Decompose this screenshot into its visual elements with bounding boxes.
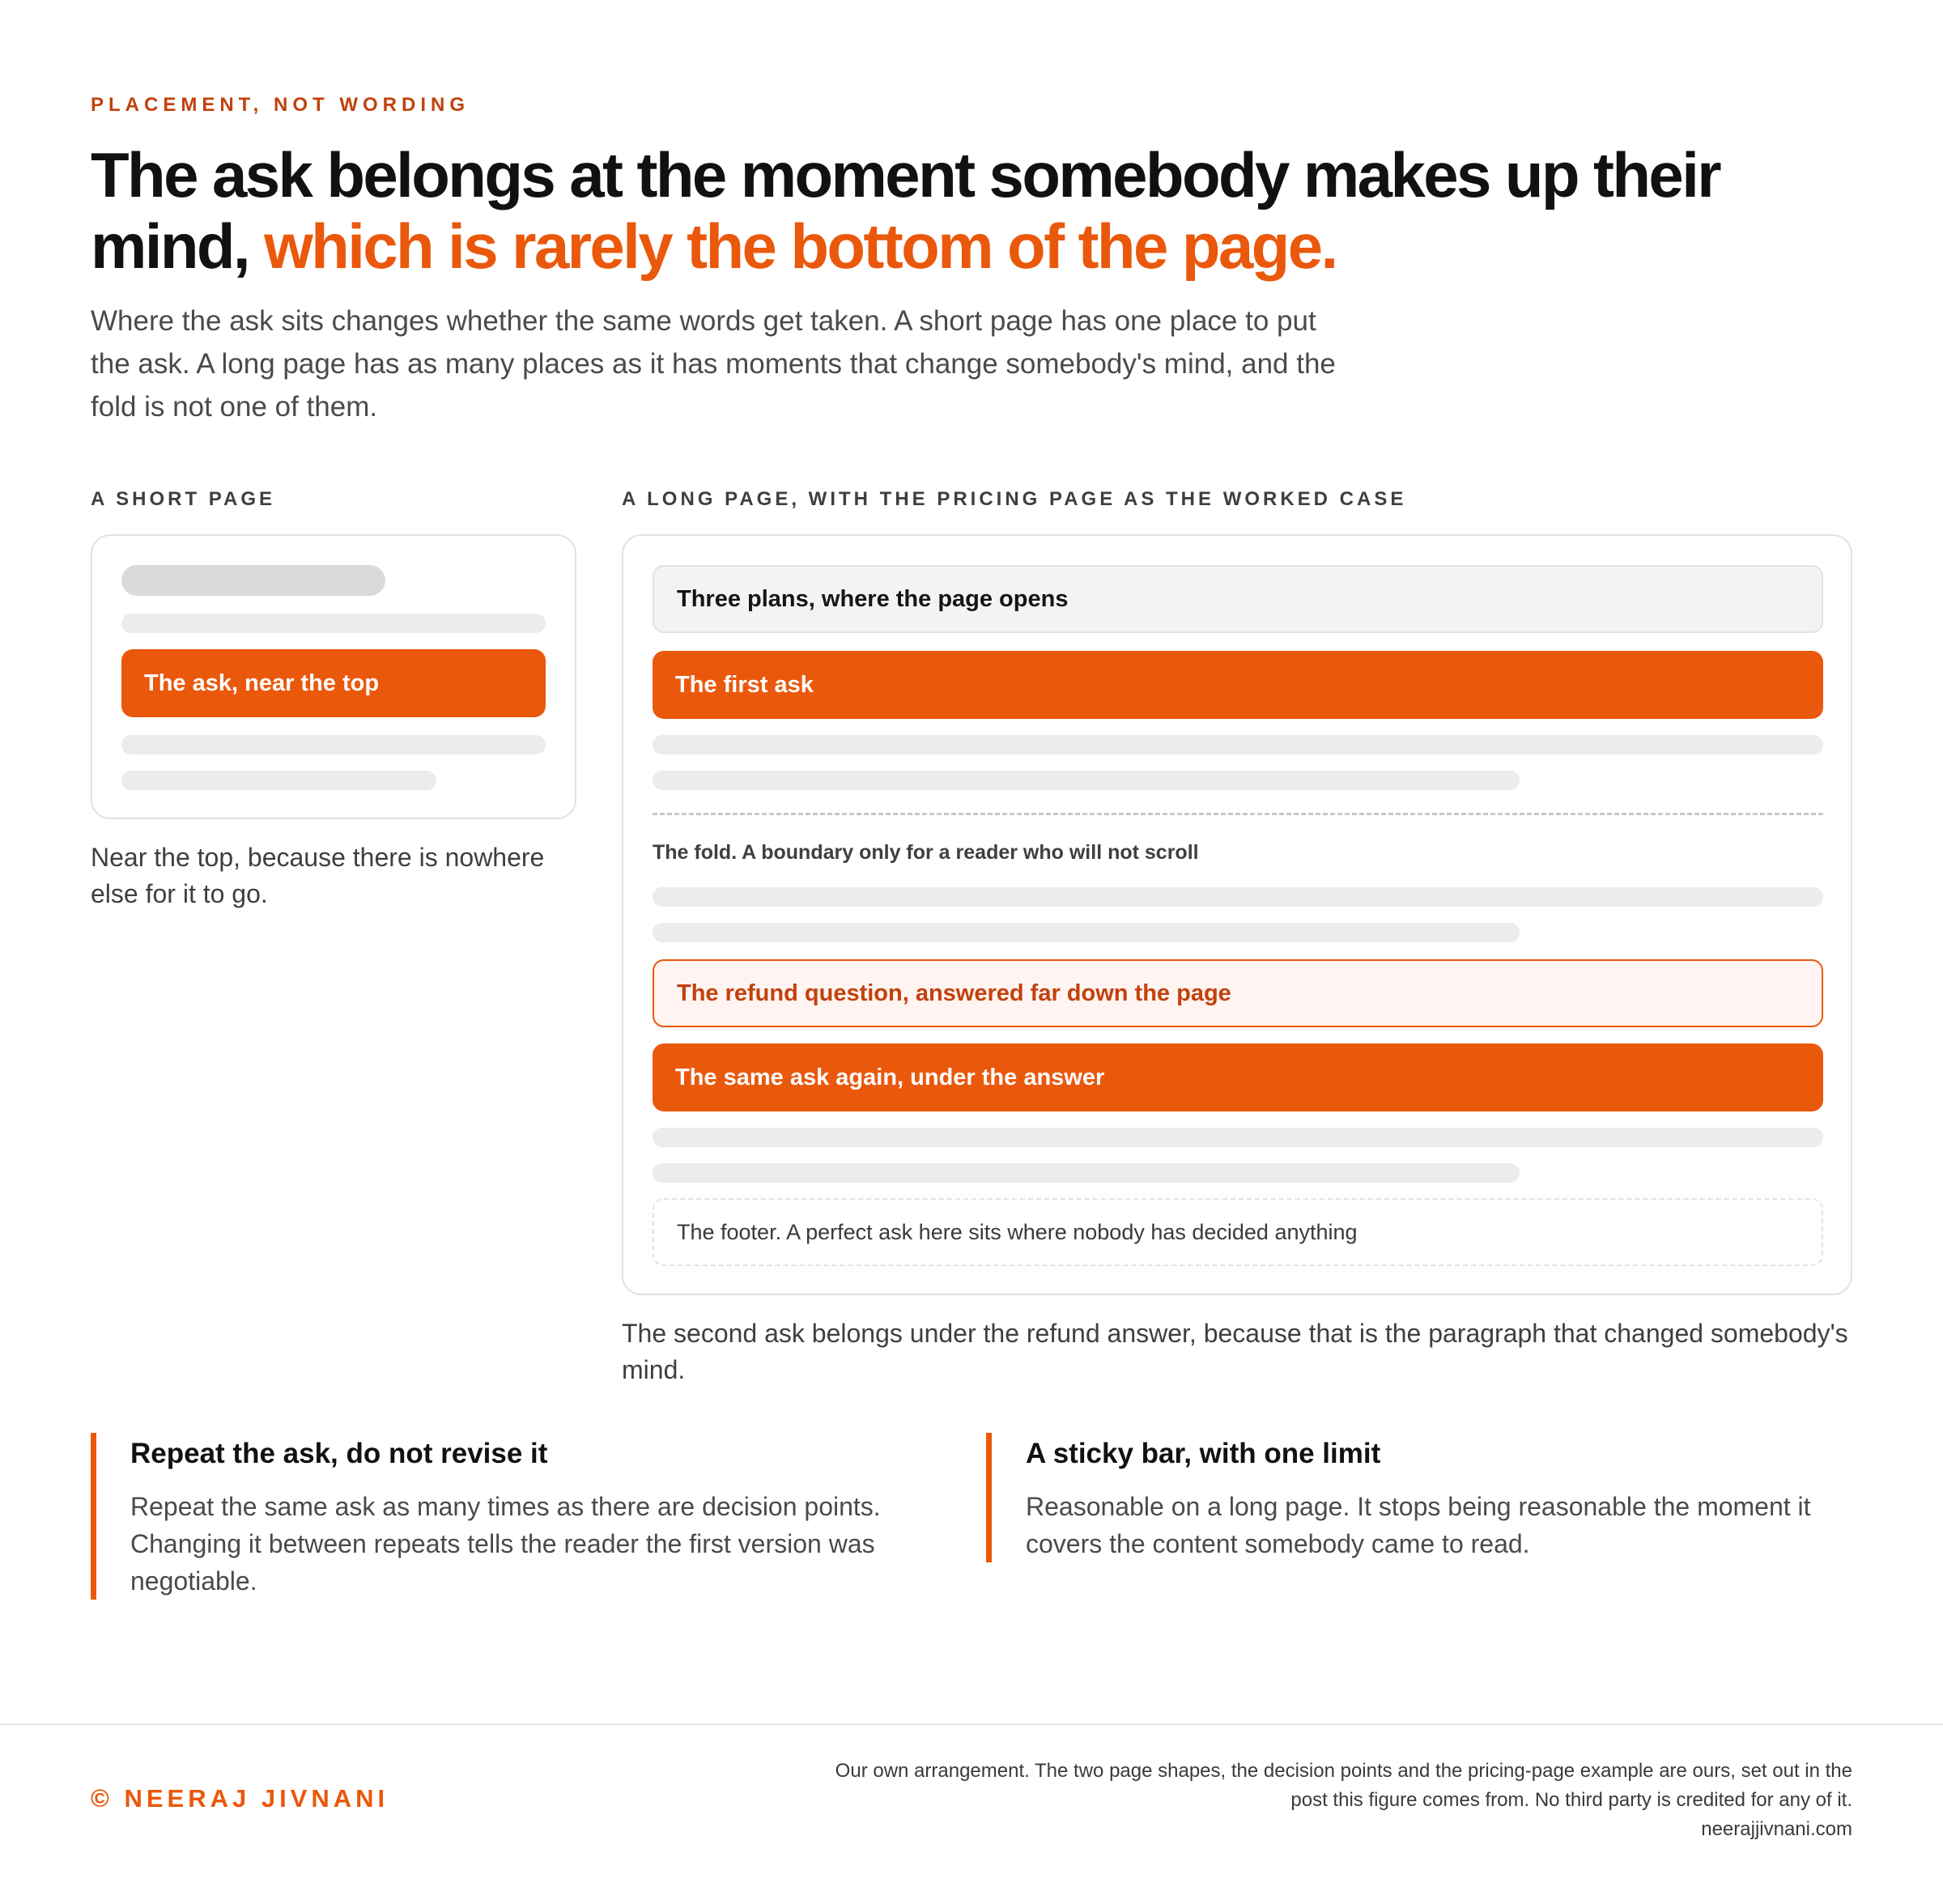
text-placeholder <box>121 771 436 790</box>
credit-note <box>719 1757 1852 1844</box>
page-footer-section: The footer. A perfect ask here sits where nobody has decided anything <box>653 1198 1823 1266</box>
text-placeholder <box>653 923 1520 942</box>
long-page-card <box>622 534 1852 1295</box>
text-placeholder <box>653 887 1823 907</box>
text-placeholder <box>653 735 1823 754</box>
intro-paragraph: Where the ask sits changes whether the same words get taken. A short page has one place to put the ask. A long page has as many places as it has moments that change somebody's mind, and the fold is not one of them. <box>91 305 1336 423</box>
website-link[interactable]: neerajjivnani.com <box>1701 1818 1852 1840</box>
short-page-card <box>91 534 576 819</box>
first-ask: The first ask <box>653 651 1823 719</box>
text-placeholder <box>653 1128 1823 1147</box>
headline <box>91 139 1831 282</box>
note-repeat-ask <box>91 1433 933 1600</box>
short-page-caption: Near the top, because there is nowhere else for it to go. <box>91 843 545 908</box>
eyebrow: PLACEMENT, NOT WORDING <box>91 94 470 116</box>
text-placeholder <box>121 614 546 633</box>
text-placeholder <box>653 1163 1520 1183</box>
note-title: Repeat the ask, do not revise it <box>130 1438 548 1469</box>
credit-line: post this figure comes from. No third party is credited for any of it. <box>1290 1789 1852 1811</box>
text-placeholder <box>121 735 546 754</box>
note-title: A sticky bar, with one limit <box>1026 1438 1381 1469</box>
fold-line <box>653 813 1823 815</box>
text-placeholder <box>653 771 1520 790</box>
note-body: Reasonable on a long page. It stops being reasonable the moment it covers the content somebody came to read. <box>1026 1492 1811 1558</box>
note-sticky-bar <box>986 1433 1852 1562</box>
short-page-ask: The ask, near the top <box>121 649 546 717</box>
headline-main: The ask belongs at the moment somebody makes up their mind, <box>91 139 1720 282</box>
credit-line: Our own arrangement. The two page shapes, the decision points and the pricing-page example are ours, set out in the <box>835 1760 1852 1782</box>
second-ask: The same ask again, under the answer <box>653 1043 1823 1111</box>
refund-answer: The refund question, answered far down the page <box>653 959 1823 1027</box>
note-body: Repeat the same ask as many times as there are decision points. Changing it between repeats tells the reader the first version was negotiable. <box>130 1492 881 1596</box>
long-page-caption: The second ask belongs under the refund answer, because that is the paragraph that changed somebody's mind. <box>622 1319 1848 1384</box>
fold-label: The fold. A boundary only for a reader who will not scroll <box>653 841 1199 864</box>
title-placeholder <box>121 565 385 596</box>
short-page-label: A SHORT PAGE <box>91 488 276 510</box>
headline-accent: which is rarely the bottom of the page. <box>264 210 1337 282</box>
long-page-label: A LONG PAGE, WITH THE PRICING PAGE AS THE WORKED CASE <box>622 488 1407 510</box>
footer-divider <box>0 1723 1943 1725</box>
brand-copyright: © NEERAJ JIVNANI <box>91 1784 389 1813</box>
plans-section: Three plans, where the page opens <box>653 565 1823 633</box>
